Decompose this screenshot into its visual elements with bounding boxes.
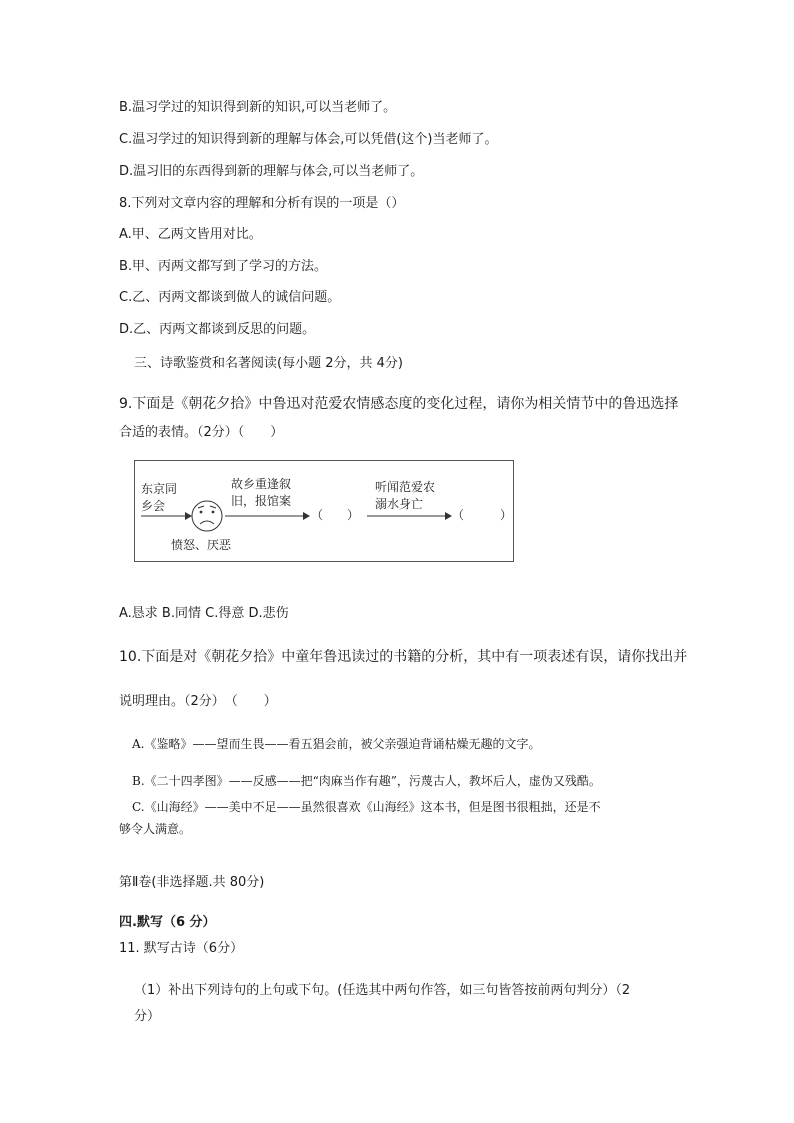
q11-part1-line2: 分）	[134, 1009, 161, 1024]
q7-option-c: C.温习学过的知识得到新的理解与体会,可以凭借(这个)当老师了。	[119, 132, 498, 147]
node-tokyo-line2: 乡会	[141, 499, 166, 513]
q8-stem: 8.下列对文章内容的理解和分析有误的一项是（）	[119, 196, 405, 211]
arrow2-label-line2: 溺水身亡	[375, 497, 424, 511]
q10-option-a: A.《鉴略》——望而生畏——看五猖会前，被父亲强迫背诵枯燥无趣的文字。	[132, 737, 541, 751]
section-4-heading: 四.默写（6 分）	[119, 915, 216, 930]
node-tokyo-line1: 东京同	[141, 482, 178, 496]
emotion-flow-diagram	[134, 460, 514, 562]
arrow1-label-line2: 旧，报馆案	[231, 494, 292, 508]
q9-stem-line1: 9.下面是《朝花夕拾》中鲁迅对范爱农情感态度的变化过程，请你为相关情节中的鲁迅选择	[119, 396, 679, 412]
q9-stem-line2: 合适的表情。（2分）（ ）	[119, 425, 284, 440]
q10-option-c-line1: C.《山海经》——美中不足——虽然很喜欢《山海经》这本书，但是图书很粗拙，还是不	[132, 800, 601, 814]
arrow-head-2	[303, 512, 310, 520]
q8-option-d: D.乙、丙两文都谈到反思的问题。	[119, 322, 316, 337]
q8-option-a: A.甲、乙两文皆用对比。	[119, 227, 262, 242]
answer-blank-2: （ ）	[452, 508, 513, 522]
emotion-caption: 愤怒、厌恶	[171, 538, 232, 552]
q7-option-b: B.温习学过的知识得到新的知识,可以当老师了。	[119, 100, 397, 115]
q10-stem-line2: 说明理由。（2分） （ ）	[119, 694, 277, 709]
q8-option-b: B.甲、丙两文都写到了学习的方法。	[119, 259, 328, 274]
q10-stem-line1: 10.下面是对《朝花夕拾》中童年鲁迅读过的书籍的分析，其中有一项表述有误，请你找出并	[119, 649, 688, 665]
part-2-heading: 第Ⅱ卷(非选择题.共 80分)	[119, 875, 265, 890]
q9-options: A.恳求 B.同情 C.得意 D.悲伤	[119, 606, 289, 621]
arrow-head-1	[185, 512, 192, 520]
arrow2-label-line1: 听闻范爱农	[375, 480, 436, 494]
q7-option-d: D.温习旧的东西得到新的理解与体会,可以当老师了。	[119, 164, 424, 179]
sad-face-icon	[192, 501, 222, 531]
section-3-heading: 三、诗歌鉴赏和名著阅读(每小题 2分，共 4分)	[134, 356, 403, 371]
q8-option-c: C.乙、丙两文都谈到做人的诚信问题。	[119, 290, 341, 305]
q11-part1-line1: （1）补出下列诗句的上句或下句。(任选其中两句作答，如三句皆答按前两句判分）（2	[134, 983, 631, 998]
arrow-head-3	[445, 512, 452, 520]
arrow1-label-line1: 故乡重逢叙	[231, 477, 292, 491]
q10-option-b: B.《二十四孝图》——反感——把“肉麻当作有趣”，污蔑古人，教坏后人，虚伪又残酷。	[132, 774, 601, 788]
q11-stem: 11. 默写古诗（6分）	[119, 941, 244, 956]
answer-blank-1: （ ）	[311, 508, 360, 522]
q10-option-c-line2: 够令人满意。	[119, 822, 192, 836]
